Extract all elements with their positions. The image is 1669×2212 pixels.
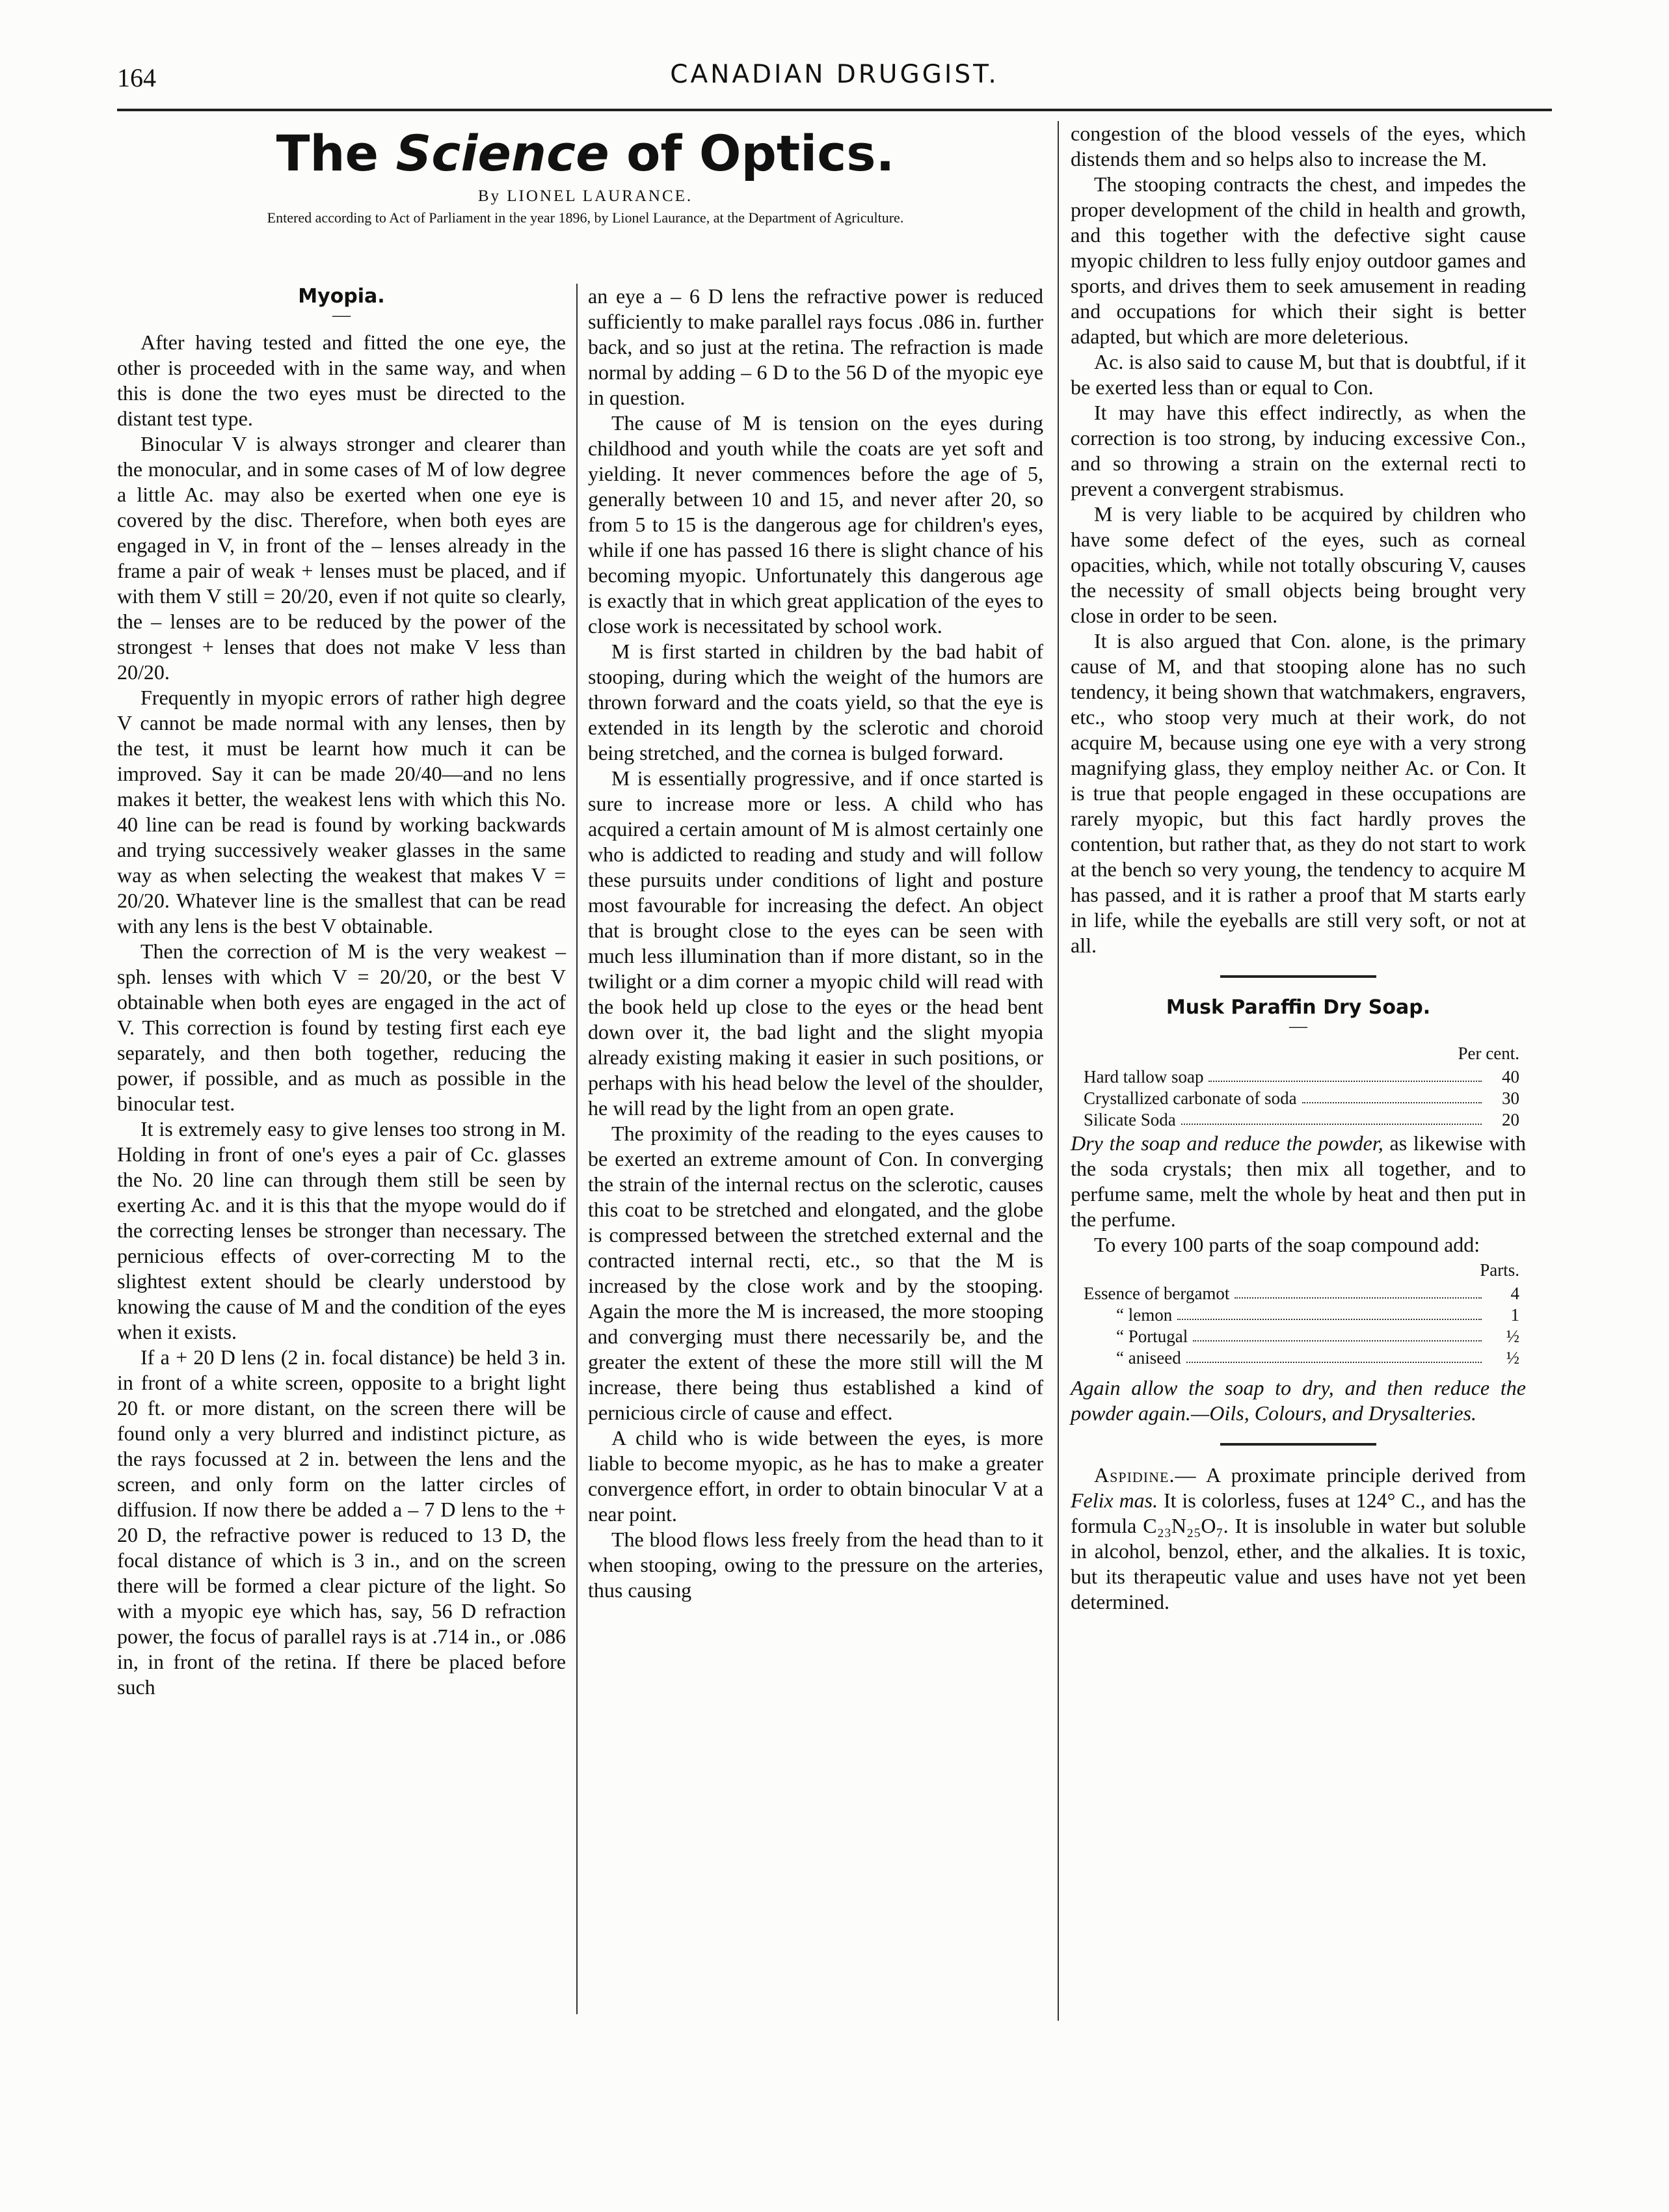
aspidine-name: Aspidine. bbox=[1094, 1463, 1175, 1487]
aspidine-paragraph bbox=[1071, 1463, 1526, 1615]
copyright-notice: Entered according to Act of Parliament in the year 1896, by Lionel Laurance, at the Department of Agriculture. bbox=[267, 209, 904, 226]
ingredient-name: Silicate Soda bbox=[1084, 1110, 1176, 1129]
perfume-amount: ½ bbox=[1506, 1327, 1519, 1346]
perfume-row bbox=[1071, 1326, 1526, 1347]
perfume-name: “ Portugal bbox=[1116, 1327, 1188, 1346]
perfume-row bbox=[1071, 1347, 1526, 1369]
heading-dash: — bbox=[332, 305, 351, 325]
ingredient-name: Hard tallow soap bbox=[1084, 1067, 1204, 1086]
section-heading-myopia: Myopia. bbox=[298, 285, 385, 308]
recipe-unit-header: Per cent. bbox=[1458, 1044, 1519, 1063]
paragraph: A child who is wide between the eyes, is more liable to become myopic, as he has to make a greater convergence effort, in order to obtain binocular V at a near point. bbox=[588, 1426, 1043, 1526]
ingredient-row bbox=[1071, 1109, 1526, 1131]
paragraph: congestion of the blood vessels of the eyes, which distends them and so helps also to increase the M. bbox=[1071, 122, 1526, 170]
ingredient-amount: 20 bbox=[1502, 1110, 1519, 1129]
paragraph: Frequently in myopic errors of rather high degree V cannot be made normal with any lenses, then by the test, it must be learnt how much it can be improved. Say it can be made 20/40—and no lens makes it better, the weakest lens with which this No. 40 line can be read is found by working backwards and trying successively weaker glasses in the same way as when selecting the weakest that makes V = 20/20. Whatever line is the smallest that can be read with any lens is the best V obtainable. bbox=[117, 686, 566, 937]
soap-ingredients bbox=[1071, 1066, 1526, 1131]
dot-leader bbox=[1193, 1326, 1482, 1342]
perfume-name: “ lemon bbox=[1116, 1305, 1173, 1325]
perfume-amount: ½ bbox=[1506, 1348, 1519, 1368]
soap-closing bbox=[1071, 1375, 1526, 1426]
byline: By LIONEL LAURANCE. bbox=[477, 187, 693, 205]
column-divider bbox=[1058, 121, 1059, 2021]
section-rule bbox=[1220, 975, 1376, 978]
dot-leader bbox=[1235, 1283, 1482, 1299]
paragraph: an eye a – 6 D lens the refractive power is reduced sufficiently to make parallel rays focus .086 in. further back, and so just at the retina. The refraction is made normal by adding – 6 D to the 56 D of the myopic eye in question. bbox=[588, 284, 1043, 409]
aspidine-text-a: — A proximate principle derived from bbox=[1175, 1463, 1526, 1487]
title-block bbox=[117, 124, 1054, 226]
recipe-parts-header: Parts. bbox=[1480, 1260, 1519, 1280]
soap-closing-italic: Again allow the soap to dry, and then reduce the powder again.— bbox=[1071, 1376, 1526, 1425]
ingredient-amount: 40 bbox=[1502, 1067, 1519, 1086]
heading-dash: — bbox=[1289, 1016, 1307, 1036]
soap-instructions bbox=[1071, 1131, 1526, 1232]
paragraph: It is also argued that Con. alone, is the primary cause of M, and that stooping alone has no such tendency, it being shown that watchmakers, engravers, etc., who stoop very much at their work, do not acquire M, because using one eye with a very strong magnifying glass, they employ neither Ac. or Con. It is true that people engaged in these occupations are rarely myopic, but this fact hardly proves the contention, but rather that, as they do not start to work at the bench so very young, the tendency to acquire M has passed, and it is rather a proof that M starts early in life, while the eyeballs are still very soft, or not at all. bbox=[1071, 629, 1526, 957]
paragraph: The blood flows less freely from the head than to it when stooping, owing to the pressure on the arteries, thus causing bbox=[588, 1528, 1043, 1602]
perfume-name: “ aniseed bbox=[1116, 1348, 1181, 1368]
perfume-row bbox=[1071, 1304, 1526, 1326]
ingredient-name: Crystallized carbonate of soda bbox=[1084, 1088, 1297, 1108]
dot-leader bbox=[1302, 1088, 1482, 1103]
header-rule bbox=[117, 109, 1552, 111]
paragraph: Binocular V is always stronger and clearer than the monocular, and in some cases of M of low degree a little Ac. may also be exerted when one eye is covered by the disc. Therefore, when both eyes are engaged in V, in front of the – lenses already in the frame a pair of weak + lenses must be placed, and if with them V still = 20/20, even if not quite so clearly, the – lenses are to be reduced by the power of the strongest + lenses that does not make V less than 20/20. bbox=[117, 432, 566, 684]
article-column-3 bbox=[1071, 121, 1526, 1615]
title-part-end: of Optics. bbox=[626, 124, 895, 182]
dot-leader bbox=[1186, 1347, 1482, 1363]
ingredient-row bbox=[1071, 1066, 1526, 1088]
ingredient-row bbox=[1071, 1088, 1526, 1109]
soap-source: Oils, Colours, and Drysalteries. bbox=[1209, 1401, 1477, 1425]
journal-title: CANADIAN DRUGGIST. bbox=[670, 60, 999, 89]
dot-leader bbox=[1208, 1066, 1482, 1082]
paragraph: The cause of M is tension on the eyes during childhood and youth while the coats are yet soft and yielding. It never commences before the age of 5, generally between 10 and 15, and never after 20, so from 5 to 15 is the dangerous age for children's eyes, while if one has passed 16 there is slight chance of his becoming myopic. Unfortunately this dangerous age is exactly that in which great application of the eyes to close work is necessitated by school work. bbox=[588, 411, 1043, 638]
paragraph: M is essentially progressive, and if once started is sure to increase more or less. A child who has acquired a certain amount of M is almost certainly one who is addicted to reading and study and will follow these pursuits under conditions of light and posture most favourable for increasing the defect. An object that is brought close to the eyes can be seen with much less illumination than if more distant, so in the twilight or a dim corner a myopic child will read with the book held up close to the eyes or the head bent down over it, the bad light and the slight myopia already existing making it easier in such positions, or perhaps with his head below the level of the shoulder, he will read by the light from an open grate. bbox=[588, 766, 1043, 1120]
paragraph: The proximity of the reading to the eyes causes to be exerted an extreme amount of Con. In converging the strain of the internal rectus on the sclerotic, causes this coat to be stretched and elongated, and the globe is compressed between the stretched external and the contracted internal recti, etc., so that the M is increased by the close work and by the stooping. Again the more the M is increased, the more stooping and converging must there necessarily be, and the greater the extent of these the more still will the M increase, there being thus established a kind of pernicious circle of cause and effect. bbox=[588, 1122, 1043, 1424]
ingredient-amount: 30 bbox=[1502, 1088, 1519, 1108]
dot-leader bbox=[1177, 1304, 1482, 1320]
aspidine-text-b: It is colorless, fuses at 124° C., and has the formula C₂₃N₂₅O₇. It is insoluble in water but soluble in alcohol, benzol, ether, and the alkalies. It is toxic, but its therapeutic value and uses have not yet been determined. bbox=[1071, 1489, 1526, 1613]
perfume-row bbox=[1071, 1283, 1526, 1304]
column-divider bbox=[576, 284, 578, 2014]
section-rule bbox=[1220, 1443, 1376, 1446]
aspidine-source-italic: Felix mas. bbox=[1071, 1489, 1158, 1512]
paragraph: It may have this effect indirectly, as when the correction is too strong, by inducing excessive Con., and so throwing a strain on the external recti to prevent a convergent strabismus. bbox=[1071, 401, 1526, 500]
page-number: 164 bbox=[117, 63, 156, 92]
dot-leader bbox=[1181, 1109, 1482, 1125]
title-part-main: The bbox=[276, 124, 379, 182]
perfume-list bbox=[1071, 1283, 1526, 1369]
paragraph: M is first started in children by the bad habit of stooping, during which the weight of the humors are thrown forward and the coats yield, so that the eye is extended in its length by the sclerotic and choroid being stretched, and the cornea is bulged forward. bbox=[588, 640, 1043, 764]
soap-instructions-text: as likewise with the soda crystals; then mix all together, and to perfume same, melt the whole by heat and then put in the perfume. bbox=[1071, 1131, 1527, 1231]
perfume-name: Essence of bergamot bbox=[1084, 1284, 1230, 1303]
paragraph: The stooping contracts the chest, and impedes the proper development of the child in health and growth, and this together with the defective sight cause myopic children to less fully enjoy outdoor games and sports, and drives them to seek amusement in reading and occupations for which their sight is better adapted, but which are more deleterious. bbox=[1071, 172, 1526, 348]
article-column-2 bbox=[588, 284, 1043, 1603]
perfume-intro: To every 100 parts of the soap compound add: bbox=[1094, 1233, 1480, 1256]
title-part-italic: Science bbox=[395, 124, 609, 182]
soap-heading: Musk Paraffin Dry Soap. bbox=[1166, 996, 1431, 1019]
paragraph: It is extremely easy to give lenses too strong in M. Holding in front of one's eyes a pair of Cc. glasses the No. 20 line can through them still be seen by exerting Ac. and it is this that the myope would do if the correcting lenses be stronger than necessary. The pernicious effects of over-correcting M to the slightest extent should be clearly understood by knowing the cause of M and the condition of the eyes when it exists. bbox=[117, 1117, 566, 1343]
article-column-1 bbox=[117, 284, 566, 1700]
article-title bbox=[117, 124, 1054, 183]
paragraph: M is very liable to be acquired by children who have some defect of the eyes, such as corneal opacities, which, while not totally obscuring V, causes the necessity of small objects being brought very close in order to be seen. bbox=[1071, 502, 1526, 627]
perfume-amount: 4 bbox=[1510, 1284, 1519, 1303]
perfume-amount: 1 bbox=[1510, 1305, 1519, 1325]
paragraph: After having tested and fitted the one eye, the other is proceeded with in the same way, and when this is done the two eyes must be directed to the distant test type. bbox=[117, 330, 566, 430]
paragraph: Ac. is also said to cause M, but that is doubtful, if it be exerted less than or equal to Con. bbox=[1071, 350, 1526, 399]
paragraph: If a + 20 D lens (2 in. focal distance) be held 3 in. in front of a white screen, opposite to a bright light 20 ft. or more distant, on the screen there will be found only a very blurred and indistinct picture, as the rays focussed at 2 in. between the lens and the screen, and only form on the latter circles of diffusion. If now there be added a – 7 D lens to the + 20 D, the refractive power is reduced to 13 D, the focal distance of which is 3 in., and on the screen there will be formed a clear picture of the light. So with a myopic eye which has, say, 56 D refraction power, the focus of parallel rays is at .714 in., or .086 in, in front of the retina. If there be placed before such bbox=[117, 1345, 566, 1699]
soap-instructions-italic: Dry the soap and reduce the powder, bbox=[1071, 1131, 1383, 1155]
paragraph: Then the correction of M is the very weakest – sph. lenses with which V = 20/20, or the best V obtainable when both eyes are engaged in the act of V. This correction is found by testing first each eye separately, and then both together, reducing the power, if possible, and as much as possible in the binocular test. bbox=[117, 939, 566, 1115]
